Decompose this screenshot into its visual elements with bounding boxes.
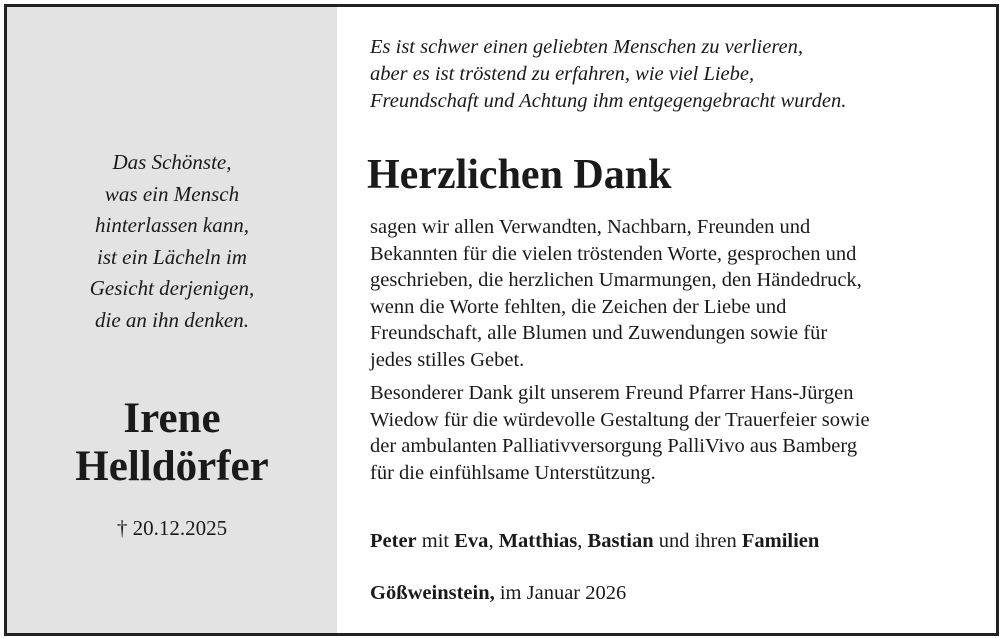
thanks-paragraph-2 [370, 380, 870, 486]
paragraph-line: jedes stilles Gebet. [370, 348, 525, 371]
paragraph-line: wenn die Worte fehlten, die Zeichen der Liebe und [370, 295, 787, 318]
deceased-first-name: Irene [123, 395, 221, 442]
signature-text: und ihren [653, 530, 742, 552]
signature-name: Bastian [587, 530, 654, 552]
thanks-heading: Herzlichen Dank [367, 152, 672, 198]
paragraph-line: Bekannten für die vielen tröstenden Worte, gesprochen und [370, 242, 857, 265]
left-panel [7, 7, 337, 633]
paragraph-line: geschrieben, die herzlichen Umarmungen, den Händedruck, [370, 269, 862, 292]
paragraph-line: für die einfühlsame Unterstützung. [370, 461, 656, 484]
signature-name: Matthias [498, 530, 578, 552]
place-date-line [370, 580, 626, 606]
place-date: im Januar 2026 [494, 582, 627, 604]
deceased-last-name: Helldörfer [75, 443, 269, 490]
left-quote-line: Gesicht derjenigen, [89, 276, 255, 300]
right-quote-line: Freundschaft und Achtung ihm entgegengebracht wurden. [370, 90, 847, 112]
left-quote-line: ist ein Lächeln im [97, 244, 247, 269]
left-quote-line: hinterlassen kann, [95, 213, 249, 237]
paragraph-line: Freundschaft, alle Blumen und Zuwendungen sowie für [370, 322, 828, 345]
signature-name: Peter [370, 530, 417, 552]
deceased-name [7, 395, 337, 491]
signature-text: , [488, 530, 499, 552]
thanks-paragraph-1 [370, 214, 862, 374]
left-quote-line: was ein Mensch [104, 181, 240, 206]
signature-name: Familien [741, 530, 820, 552]
paragraph-line: Wiedow für die würdevolle Gestaltung der Trauerfeier sowie [370, 408, 870, 431]
paragraph-line: Besonderer Dank gilt unserem Freund Pfarrer Hans-Jürgen [370, 382, 854, 404]
signature-name: Eva [454, 530, 489, 552]
left-quote [7, 147, 337, 336]
place-town: Gößweinstein, [370, 582, 495, 604]
right-quote [370, 34, 970, 115]
right-quote-line: Es ist schwer einen geliebten Menschen zu verlieren, [370, 36, 804, 58]
left-quote-line: Das Schönste, [112, 150, 232, 174]
signature-text: mit [416, 530, 455, 552]
paragraph-line: sagen wir allen Verwandten, Nachbarn, Freunden und [370, 216, 811, 238]
death-date: † 20.12.2025 [116, 516, 228, 540]
right-quote-line: aber es ist tröstend zu erfahren, wie viel Liebe, [370, 63, 755, 85]
signature-line [370, 528, 819, 554]
signature-text: , [577, 530, 588, 552]
paragraph-line: der ambulanten Palliativversorgung PalliVivo aus Bamberg [370, 435, 858, 458]
left-quote-line: die an ihn denken. [95, 307, 249, 332]
